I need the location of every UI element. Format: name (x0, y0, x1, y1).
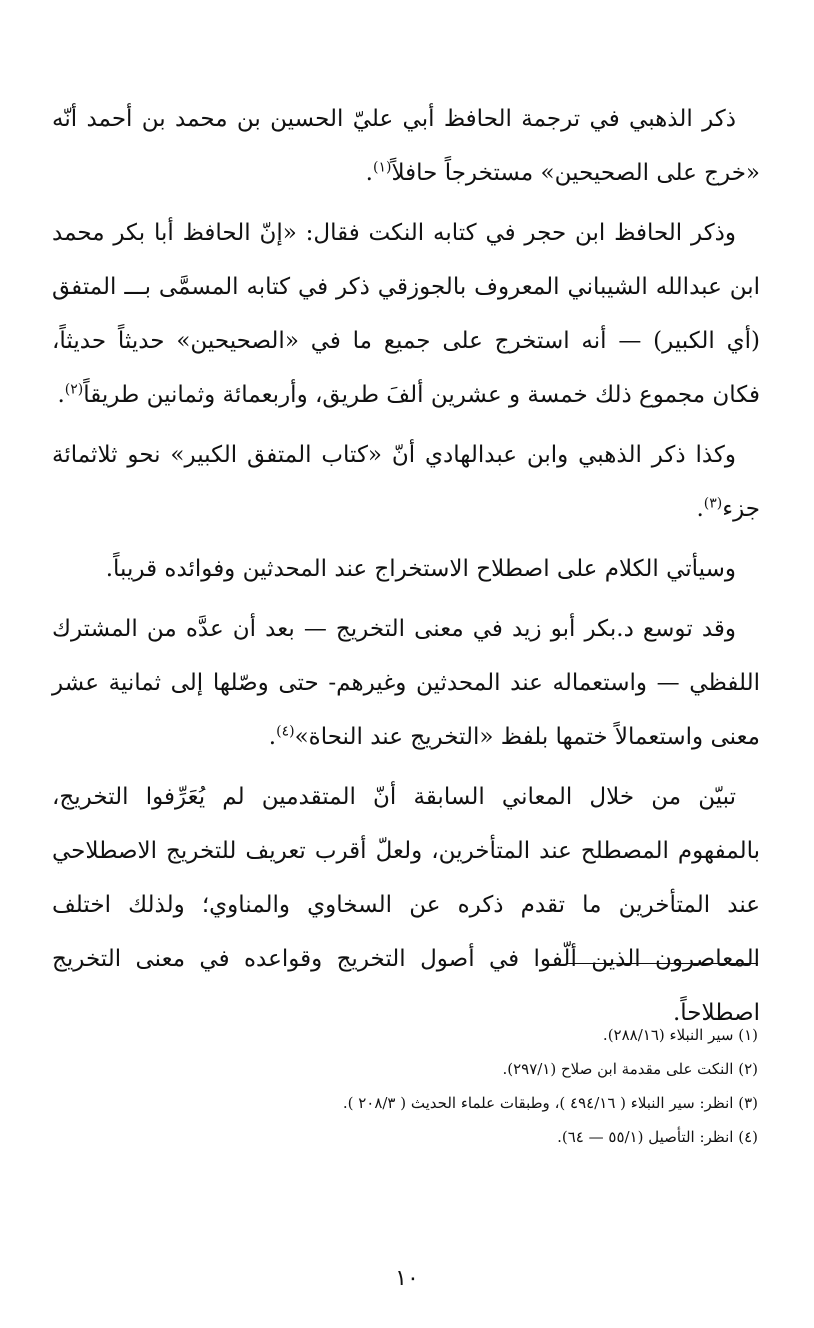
page-number: ١٠ (395, 1266, 419, 1291)
footnote-ref-3: (٣) (703, 495, 723, 512)
footnote-1: (١) سير النبلاء (٢٨٨/١٦). (602, 1026, 758, 1044)
main-text (52, 92, 760, 1046)
paragraph-tail: . (268, 724, 277, 750)
paragraph-tail: . (57, 382, 65, 408)
paragraph-text: تبيّن من خلال المعاني السابقة أنّ المتقدمين لم يُعَرِّفوا التخريج، بالمفهوم المصطلح عند المتأخرين، ولعلّ أقرب تعريف للتخريج الاصطلاحي عند المتأخرين ما تقدم ذكره عن السخاوي والمناوي؛ ولذلك اختلف المعاصرون الذين ألّفوا في أصول التخريج وقواعده في معنى التخريج اصطلاحاً. (52, 784, 760, 1026)
paragraph-2 (52, 206, 760, 422)
paragraph-1 (52, 92, 760, 200)
paragraph-text: وسيأتي الكلام على اصطلاح الاستخراج عند المحدثين وفوائده قريباً. (105, 556, 736, 582)
paragraph-text: وكذا ذكر الذهبي وابن عبدالهادي أنّ «كتاب المتفق الكبير» نحو ثلاثمائة جزء (52, 442, 760, 522)
footnote-2: (٢) النكت على مقدمة ابن صلاح (٢٩٧/١). (502, 1060, 758, 1078)
paragraph-5 (52, 602, 760, 764)
paragraph-text: ذكر الذهبي في ترجمة الحافظ أبي عليّ الحسين بن محمد بن أحمد أنّه «خرج على الصحيحين» مستخرجاً حافلاً (52, 106, 760, 186)
paragraph-tail: . (365, 160, 373, 186)
paragraph-4 (52, 542, 760, 596)
paragraph-6 (52, 770, 760, 1040)
footnote-ref-2: (٢) (64, 381, 84, 398)
footnote-ref-1: (١) (372, 159, 392, 176)
footnote-3: (٣) انظر: سير النبلاء ( ٤٩٤/١٦ )، وطبقات علماء الحديث ( ٢٠٨/٣ ). (342, 1094, 758, 1112)
paragraph-tail: . (696, 496, 704, 522)
paragraph-text: وقد توسع د.بكر أبو زيد في معنى التخريج — بعد أن عدَّه من المشترك اللفظي — واستعماله عند المحدثين وغيرهم- حتى وصّلها إلى ثمانية عشر معنى واستعمالاً ختمها بلفظ «التخريج عند النحاة» (52, 616, 760, 750)
footnote-4: (٤) انظر: التأصيل (٥٥/١ — ٦٤). (557, 1128, 758, 1146)
paragraph-text: وذكر الحافظ ابن حجر في كتابه النكت فقال: «إنّ الحافظ أبا بكر محمد ابن عبدالله الشيباني المعروف بالجوزقي ذكر في كتابه المسمَّى بـــ المتفق (أي الكبير) — أنه استخرج على جميع ما في «الصحيحين» حديثاً حديثاً، فكان مجموع ذلك خمسة و عشرين ألفَ طريق، وأربعمائة وثمانين طريقاً (52, 220, 760, 408)
footnote-ref-4: (٤) (276, 723, 295, 740)
footnotes (52, 1018, 758, 1154)
footnote-separator (566, 963, 758, 964)
paragraph-3 (52, 428, 760, 536)
